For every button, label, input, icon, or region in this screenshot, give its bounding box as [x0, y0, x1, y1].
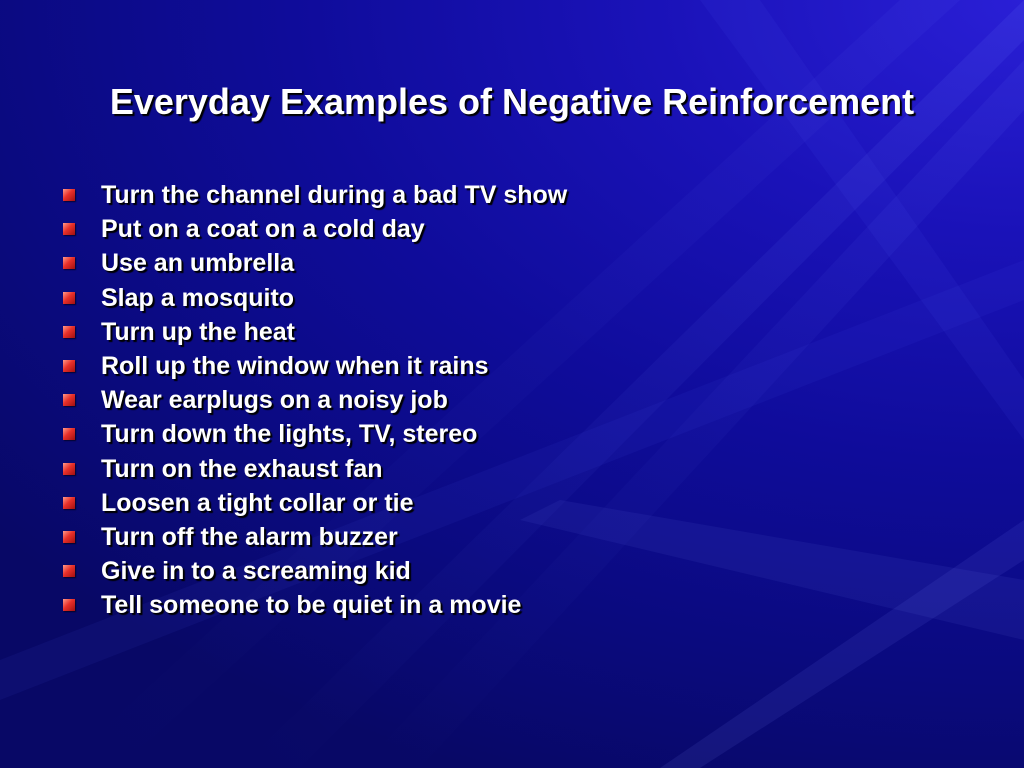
red-square-bullet-icon — [63, 223, 75, 235]
list-item — [60, 246, 567, 280]
red-square-bullet-icon — [63, 292, 75, 304]
list-item-text: Tell someone to be quiet in a movie — [101, 591, 522, 620]
list-item-text: Put on a coat on a cold day — [101, 215, 425, 244]
list-item — [60, 554, 567, 588]
slide-title: Everyday Examples of Negative Reinforcement — [109, 81, 915, 122]
list-item-text: Loosen a tight collar or tie — [101, 488, 414, 517]
list-item — [60, 315, 567, 349]
red-square-bullet-icon — [63, 326, 75, 338]
list-item-text: Wear earplugs on a noisy job — [101, 386, 448, 415]
list-item — [60, 383, 567, 417]
red-square-bullet-icon — [63, 497, 75, 509]
list-item — [60, 212, 567, 246]
red-square-bullet-icon — [63, 463, 75, 475]
list-item — [60, 417, 567, 451]
list-item-text: Give in to a screaming kid — [101, 557, 411, 586]
red-square-bullet-icon — [63, 257, 75, 269]
list-item-text: Slap a mosquito — [101, 283, 295, 312]
list-item — [60, 588, 567, 622]
red-square-bullet-icon — [63, 565, 75, 577]
list-item-text: Turn up the heat — [101, 317, 295, 346]
red-square-bullet-icon — [63, 531, 75, 543]
red-square-bullet-icon — [63, 360, 75, 372]
red-square-bullet-icon — [63, 394, 75, 406]
list-item-text: Turn on the exhaust fan — [101, 454, 383, 483]
list-item-text: Turn down the lights, TV, stereo — [101, 420, 478, 449]
bullet-list — [60, 178, 567, 622]
list-item — [60, 281, 567, 315]
list-item-text: Turn off the alarm buzzer — [101, 522, 398, 551]
list-item — [60, 486, 567, 520]
red-square-bullet-icon — [63, 428, 75, 440]
red-square-bullet-icon — [63, 599, 75, 611]
list-item — [60, 452, 567, 486]
list-item — [60, 178, 567, 212]
list-item — [60, 349, 567, 383]
list-item-text: Turn the channel during a bad TV show — [101, 181, 568, 209]
list-item — [60, 520, 567, 554]
list-item-text: Roll up the window when it rains — [101, 351, 489, 380]
red-square-bullet-icon — [63, 189, 75, 201]
list-item-text: Use an umbrella — [101, 249, 295, 278]
